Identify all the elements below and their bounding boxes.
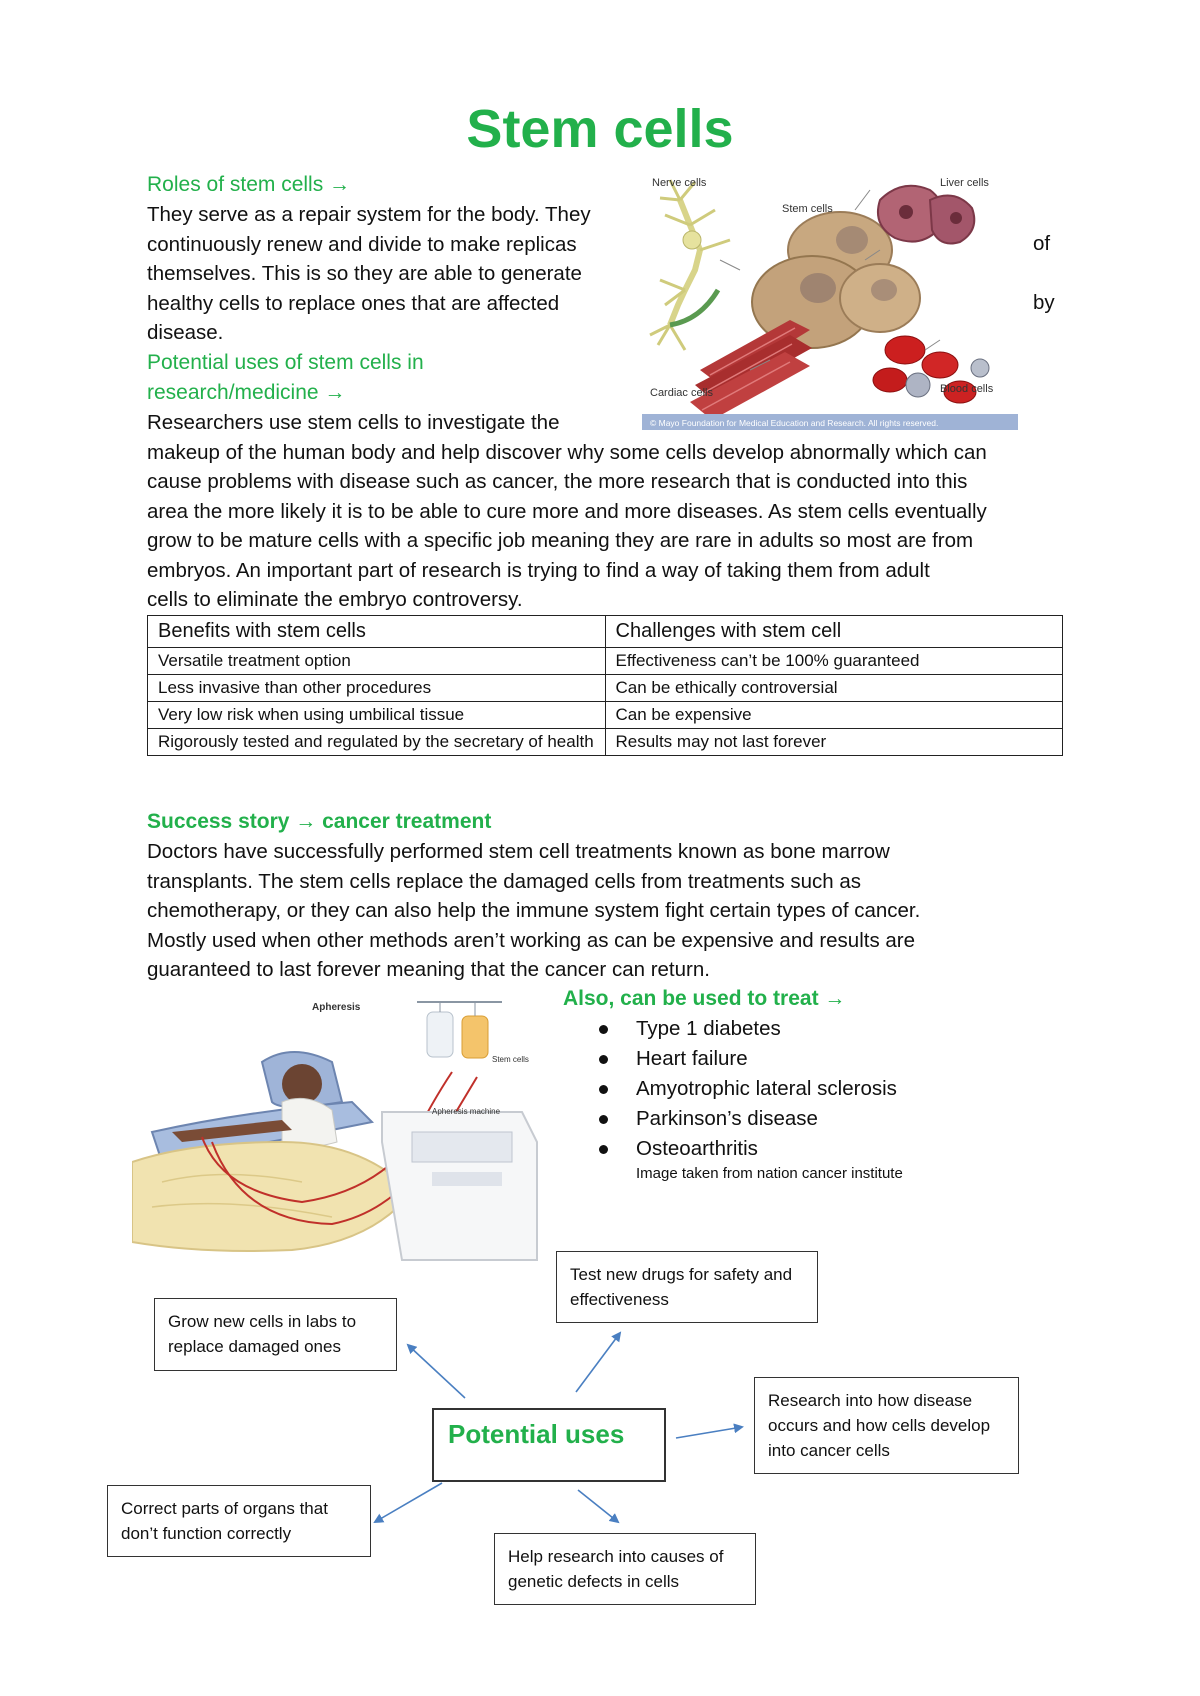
uses-line: embryos. An important part of research is trying to find a way of taking them from adult xyxy=(147,558,930,582)
treat-list xyxy=(636,1014,897,1164)
table-row xyxy=(148,702,1063,729)
table-cell: Can be expensive xyxy=(605,702,1063,729)
label-stem-cells-bag: Stem cells xyxy=(492,1055,529,1064)
bullet-icon xyxy=(599,1085,608,1094)
label-apheresis: Apheresis xyxy=(312,1002,361,1013)
list-item xyxy=(636,1134,897,1164)
roles-trail-of: of xyxy=(1033,232,1051,255)
label-liver-cells: Liver cells xyxy=(940,177,989,189)
uses-line: cells to eliminate the embryo controversy. xyxy=(147,588,523,611)
table-row xyxy=(148,648,1063,675)
box-correct-organs: Correct parts of organs that don’t function correctly xyxy=(107,1485,371,1557)
bullet-icon xyxy=(599,1115,608,1124)
arrow-to-test-drugs xyxy=(576,1333,620,1392)
list-item xyxy=(636,1074,897,1104)
uses-heading xyxy=(147,348,424,408)
liver-cells-drawing xyxy=(878,186,974,244)
roles-trail-by: by xyxy=(1033,291,1055,314)
list-item-label: Amyotrophic lateral sclerosis xyxy=(636,1077,897,1100)
label-apheresis-machine: Apheresis machine xyxy=(432,1107,501,1116)
table-cell: Can be ethically controversial xyxy=(605,675,1063,702)
uses-heading-line: Potential uses of stem cells in xyxy=(147,351,424,374)
list-item xyxy=(636,1104,897,1134)
label-blood-cells: Blood cells xyxy=(940,383,994,395)
uses-line: cause problems with disease such as cancer, the more research that is conducted into this xyxy=(147,470,968,493)
table-header-cell: Benefits with stem cells xyxy=(148,616,606,648)
list-item-label: Type 1 diabetes xyxy=(636,1017,781,1040)
success-heading: Success story → cancer treatment xyxy=(147,810,492,833)
arrow-to-grow-cells xyxy=(408,1345,465,1398)
table-cell: Less invasive than other procedures xyxy=(148,675,606,702)
success-line: Doctors have successfully performed stem cell treatments known as bone marrow xyxy=(147,840,890,863)
roles-line: themselves. This is so they are able to generate xyxy=(147,262,582,285)
arrow-to-genetic-defects xyxy=(578,1490,618,1522)
box-research-disease: Research into how disease occurs and how cells develop into cancer cells xyxy=(754,1377,1019,1474)
success-line: Mostly used when other methods aren’t working as can be expensive and results are xyxy=(147,928,916,952)
arrow-to-research-disease xyxy=(676,1427,742,1438)
figure2-credit: Image taken from nation cancer institute xyxy=(636,1165,903,1182)
treat-heading: Also, can be used to treat → xyxy=(563,987,846,1010)
table-cell: Very low risk when using umbilical tissue xyxy=(148,702,606,729)
roles-line: healthy cells to replace ones that are affected xyxy=(147,291,560,315)
table-row xyxy=(148,729,1063,756)
arrow-to-correct-organs xyxy=(375,1483,442,1522)
success-paragraph xyxy=(147,837,920,985)
box-test-new-drugs: Test new drugs for safety and effectiveness xyxy=(556,1251,818,1323)
nerve-cell-drawing xyxy=(650,180,730,350)
uses-line: makeup of the human body and help discover why some cells develop abnormally which can xyxy=(147,440,987,464)
uses-line: Researchers use stem cells to investigate the xyxy=(147,411,560,434)
page-title: Stem cells xyxy=(466,99,734,159)
uses-line: area the more likely it is to be able to cure more and more diseases. As stem cells eventually xyxy=(147,499,987,523)
table-cell: Results may not last forever xyxy=(605,729,1063,756)
roles-line: They serve as a repair system for the body. They xyxy=(147,203,591,226)
roles-heading: Roles of stem cells → xyxy=(147,173,351,196)
table-row xyxy=(148,675,1063,702)
list-item xyxy=(636,1044,897,1074)
center-potential-uses: Potential uses xyxy=(432,1408,666,1482)
success-line: guaranteed to last forever meaning that the cancer can return. xyxy=(147,958,710,981)
list-item-label: Heart failure xyxy=(636,1047,748,1070)
success-line: chemotherapy, or they can also help the immune system fight certain types of cancer. xyxy=(147,899,921,922)
roles-paragraph xyxy=(147,200,591,348)
list-item-label: Osteoarthritis xyxy=(636,1137,758,1160)
label-nerve-cells: Nerve cells xyxy=(652,177,707,189)
uses-line: grow to be mature cells with a specific job meaning they are rare in adults so most are from xyxy=(147,529,974,552)
figure1-credit: © Mayo Foundation for Medical Education and Research. All rights reserved. xyxy=(650,418,939,428)
list-item-label: Parkinson’s disease xyxy=(636,1107,818,1130)
box-genetic-defects: Help research into causes of genetic defects in cells xyxy=(494,1533,756,1605)
table-cell: Effectiveness can’t be 100% guaranteed xyxy=(605,648,1063,675)
table-header-cell: Challenges with stem cell xyxy=(605,616,1063,648)
list-item xyxy=(636,1014,897,1044)
box-grow-new-cells: Grow new cells in labs to replace damaged ones xyxy=(154,1298,397,1371)
bullet-icon xyxy=(599,1025,608,1034)
bullet-icon xyxy=(599,1145,608,1154)
stem-cell-illustration xyxy=(640,170,1020,432)
benefits-challenges-table xyxy=(147,615,1063,756)
roles-line: continuously renew and divide to make replicas xyxy=(147,232,577,256)
table-cell: Rigorously tested and regulated by the secretary of health xyxy=(148,729,606,756)
label-cardiac-cells: Cardiac cells xyxy=(650,387,713,399)
bullet-icon xyxy=(599,1055,608,1064)
uses-heading-line: research/medicine → xyxy=(147,381,346,404)
table-header-row xyxy=(148,616,1063,648)
label-stem-cells: Stem cells xyxy=(782,203,833,215)
table-cell: Versatile treatment option xyxy=(148,648,606,675)
success-line: transplants. The stem cells replace the damaged cells from treatments such as xyxy=(147,869,862,893)
apheresis-illustration xyxy=(132,992,544,1262)
roles-line: disease. xyxy=(147,321,224,344)
uses-paragraph xyxy=(147,408,987,615)
